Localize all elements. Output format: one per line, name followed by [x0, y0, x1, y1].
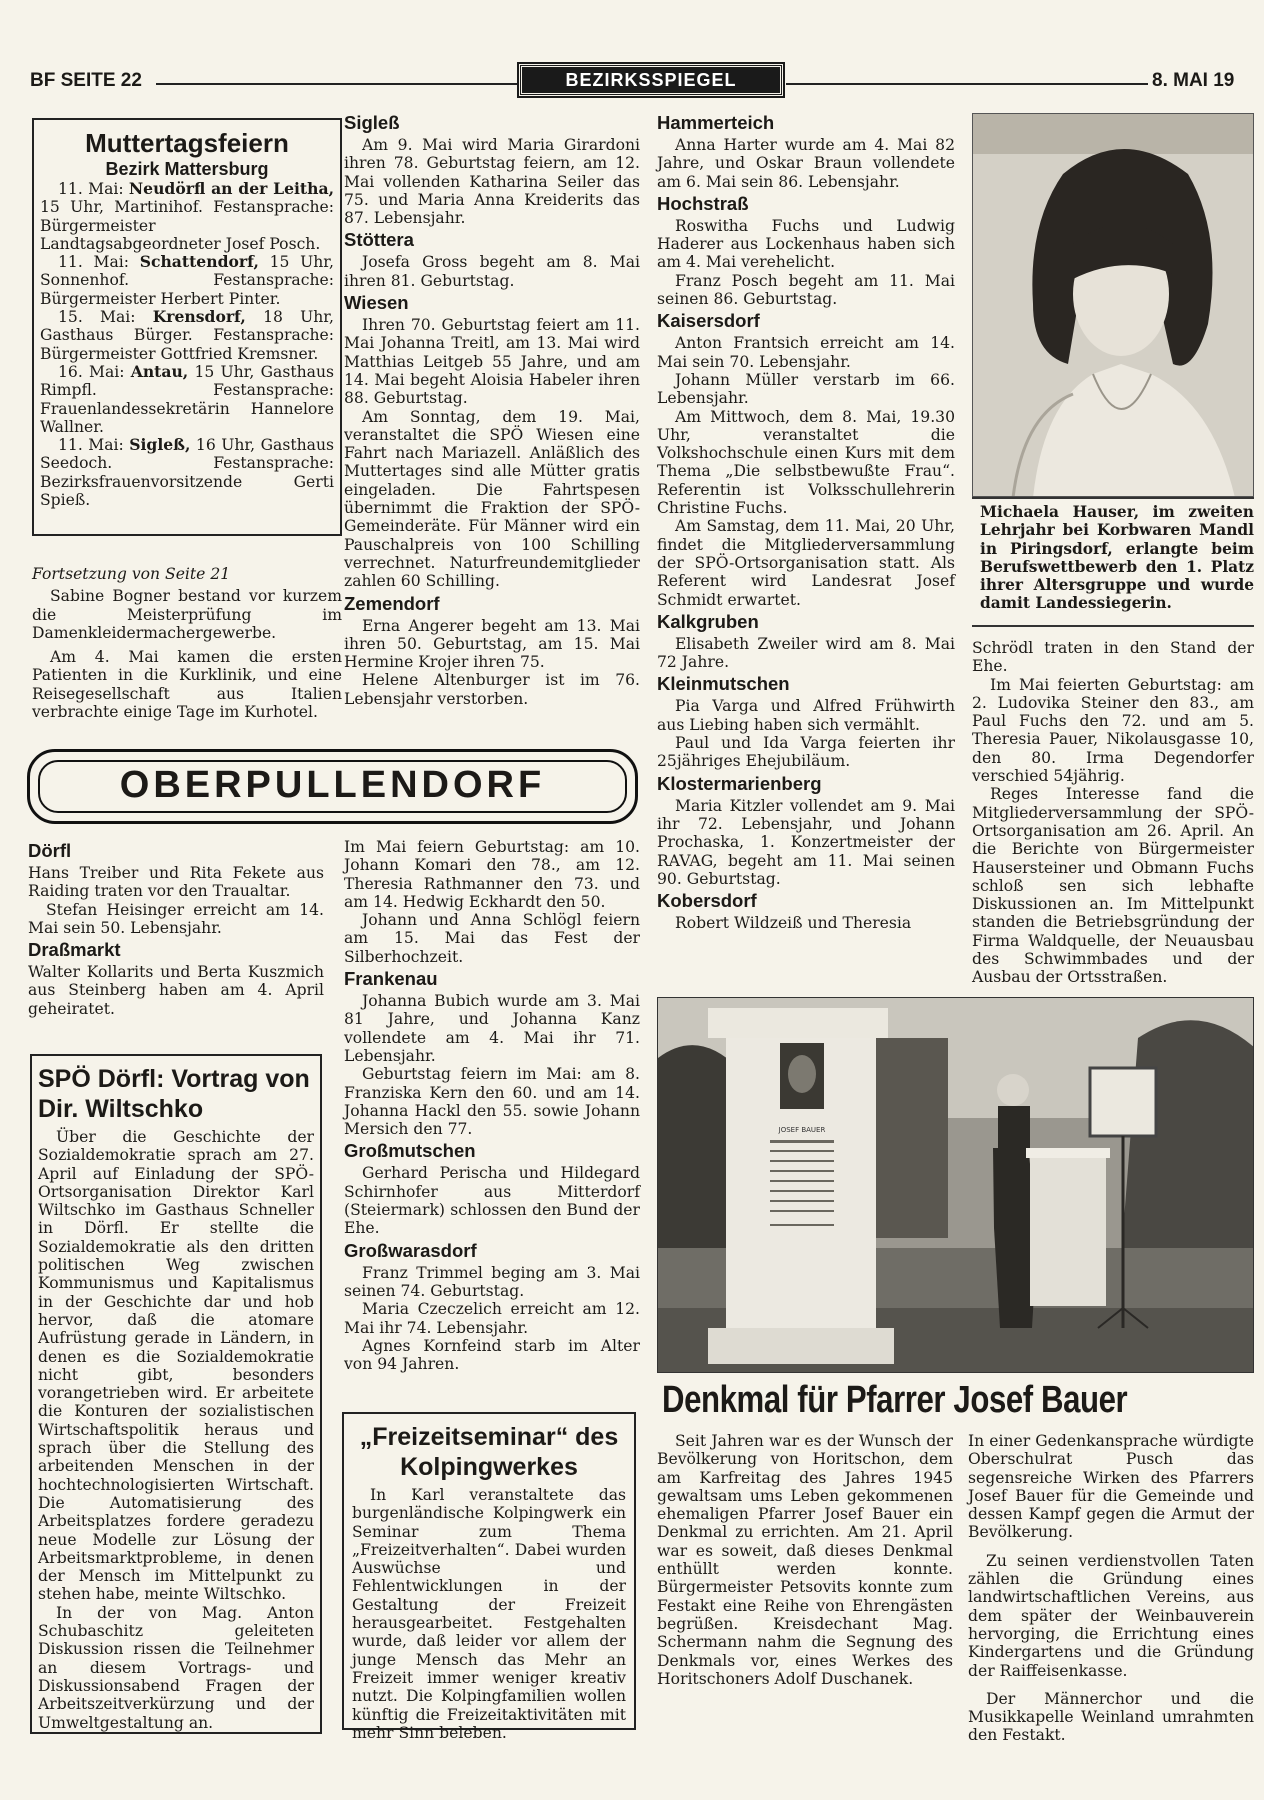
region-banner [27, 749, 638, 824]
subheading: Draßmarkt [28, 939, 121, 961]
muttertag-entry: 16. Mai: Antau, 15 Uhr, Gasthaus Rimpfl. Festansprache: Frauenlandessekretärin Hannelore Wallner. [40, 361, 334, 436]
vortrag-title: SPÖ Dörfl: Vortrag von Dir. Wiltschko [38, 1065, 310, 1123]
subheading: Sigleß [344, 112, 400, 133]
paragraph: Maria Kitzler vollendet am 9. Mai ihr 72. Lebensjahr, und Johann Prochaska, 1. Konzertmeister der RAVAG, begeht am 11. Mai seinen 90. Geburtstag. [657, 796, 955, 888]
paragraph: Im Mai feiern Geburtstag: am 10. Johann Komari den 78., am 12. Theresia Rathmanner den 73. und am 14. Hedwig Eckhardt den 50. [344, 838, 640, 911]
subheading: Kobersdorf [657, 890, 757, 912]
muttertag-article [40, 128, 334, 509]
paragraph: Im Mai feierten Geburtstag: am 2. Ludovika Steiner den 83., am Paul Fuchs den 72. und am 5. Theresia Pauer, Nikolausgasse 10, den 80. Irma Degendorfer verschied 54jährig. [972, 675, 1254, 786]
paragraph: Am 9. Mai wird Maria Girardoni ihren 78. Geburtstag feiern, am 12. Mai vollenden Katharina Seiler das 75. und Maria Anna Kreiderits das 87. Lebensjahr. [344, 136, 640, 228]
paragraph: Maria Czeczelich erreicht am 12. Mai ihr 74. Lebensjahr. [344, 1300, 640, 1337]
paragraph: Josefa Gross begeht am 8. Mai ihren 81. Geburtstag. [344, 253, 640, 290]
paragraph: Helene Altenburger ist im 76. Lebensjahr verstorben. [344, 671, 640, 708]
paragraph: Pia Varga und Alfred Frühwirth aus Liebing haben sich vermählt. [657, 697, 955, 734]
paragraph: In einer Gedenkansprache würdigte Oberschulrat Pusch das segensreiche Wirken des Pfarrers Josef Bauer für die Gemeinde und dessen Kampf gegen die Armut der Bevölkerung. [968, 1432, 1254, 1542]
subheading: Stöttera [344, 229, 414, 251]
subheading: Dörfl [28, 840, 72, 861]
page-header [0, 62, 1264, 102]
paragraph: Schrödl traten in den Stand der Ehe. [972, 639, 1254, 676]
paragraph: Seit Jahren war es der Wunsch der Bevölkerung von Horitschon, dem am Karfreitag des Jahres 1945 gewaltsam ums Leben gekommenen ehemaligen Pfarrer Josef Bauer ein Denkmal zu errichten. Am 21. April war es soweit, daß dieses Denkmal enthüllt werden konnte. Bürgermeister Petsovits konnte zum Festakt eine Reihe von Ehrengästen begrüßen. Kreisdechant Mag. Schermann nahm die Segnung des Denkmals vor, eines Werkes des Horitschoners Adolf Duschanek. [657, 1432, 953, 1688]
region-banner-title: OBERPULLENDORF [119, 764, 546, 806]
monument-illustration [658, 998, 1254, 1373]
subheading: Großmutschen [344, 1140, 476, 1162]
subheading: Klostermarienberg [657, 772, 822, 794]
paragraph: Sabine Bogner bestand vor kurzem die Meisterprüfung im Damenkleidermachergewerbe. [32, 587, 342, 642]
subheading: Hammerteich [657, 112, 775, 133]
paragraph: Anna Harter wurde am 4. Mai 82 Jahre, und Oskar Braun vollendete am 6. Mai sein 86. Lebensjahr. [657, 136, 955, 191]
portrait-illustration [973, 114, 1254, 497]
subheading: Kleinmutschen [657, 673, 790, 695]
muttertag-entry: 11. Mai: Schattendorf, 15 Uhr, Sonnenhof. Festansprache: Bürgermeister Herbert Pinter. [40, 252, 335, 308]
paragraph: Ihren 70. Geburtstag feiert am 11. Mai Johanna Treitl, am 13. Mai wird Matthias Leitgeb 55 Jahre, und am 14. Mai begeht Aloisia Habeler ihren 88. Geburtstag. [344, 316, 640, 408]
subheading: Frankenau [344, 968, 438, 990]
paragraph: Stefan Heisinger erreicht am 14. Mai sein 50. Lebensjahr. [28, 900, 324, 937]
paragraph: Reges Interesse fand die Mitgliederversammlung der SPÖ-Ortsorganisation am 26. April. An die Berichte von Bürgermeister Hausersteiner und Obmann Fuchs schloß sen sich lebhafte Diskussionen an. Im Mittelpunkt standen die Betriebsgründung der Firma Waldquelle, der Neuausbau des Schwimmbades und der Ausbau der Ortsstraßen. [972, 785, 1254, 987]
paragraph: Gerhard Perischa und Hildegard Schirnhofer aus Mitterdorf (Steiermark) schlossen den Bund der Ehe. [344, 1164, 640, 1238]
muttertag-entry: 11. Mai: Sigleß, 16 Uhr, Gasthaus Seedoch. Festansprache: Bezirksfrauenvorsitzende Gerti Spieß. [40, 435, 334, 510]
paragraph: Franz Trimmel beging am 3. Mai seinen 74. Geburtstag. [344, 1263, 640, 1300]
section-title: BEZIRKSSPIEGEL [519, 64, 783, 96]
muttertag-entry: 11. Mai: Neudörfl an der Leitha, 15 Uhr, Martinihof. Festansprache: Bürgermeister Landtagsabgeordneter Josef Posch. [40, 179, 334, 253]
issue-date: 8. MAI 19 [1152, 70, 1235, 91]
column-2 [344, 110, 640, 708]
subheading: Kaisersdorf [657, 310, 760, 332]
paragraph: Am Sonntag, dem 19. Mai, veranstaltet die SPÖ Wiesen eine Fahrt nach Mariazell. Anläßlich des Muttertages sind alle Mütter gratis eingeladen. Die Fahrtspesen übernimmt die Fraktion der SPÖ-Gemeinderäte. Für Männer wird ein Pauschalpreis von 100 Schilling verrechnet. Naturfreundemitglieder zahlen 60 Schilling. [344, 407, 640, 591]
vortrag-article [38, 1064, 314, 1732]
paragraph: Anton Frantsich erreicht am 14. Mai sein 70. Lebensjahr. [657, 334, 955, 371]
paragraph: Johann Müller verstarb im 66. Lebensjahr. [657, 370, 955, 408]
paragraph: Am Mittwoch, dem 8. Mai, 19.30 Uhr, veranstaltet die Volkshochschule einen Kurs mit dem Thema „Die selbstbewußte Frau“. Referentin ist Volksschullehrerin Christine Fuchs. [657, 407, 955, 518]
portrait-photo [972, 113, 1254, 497]
caption-rule [972, 625, 1254, 627]
paragraph: Agnes Kornfeind starb im Alter von 94 Jahren. [344, 1336, 640, 1374]
paragraph: Am 4. Mai kamen die ersten Patienten in die Kurklinik, und eine Reisegesellschaft aus Italien verbrachte einige Tage im Kurhotel. [32, 648, 342, 722]
paragraph: Roswitha Fuchs und Ludwig Haderer aus Lockenhaus haben sich am 4. Mai verehelicht. [657, 216, 955, 272]
kolping-title: „Freizeitseminar“ des Kolpingwerkes [359, 1423, 619, 1481]
header-rule-right [786, 83, 1148, 85]
fortsetzung-article [32, 565, 342, 721]
paragraph: Zu seinen verdienstvollen Taten zählen die Gründung eines landwirtschaftlichen Vereins, aus dem später der Weinbauverein hervorging, die Errichtung eines Kindergartens und die Gründung der Raiffeisenkasse. [968, 1551, 1254, 1680]
paragraph: In Karl veranstaltete das burgenländische Kolpingwerk ein Seminar zum Thema „Freizeitverhalten“. Dabei wurden Auswüchse und Fehlentwicklungen in der Gestaltung der Freizeit herausgearbeitet. Festgehalten wurde, daß leider vor allem der junge Mensch das Mehr an Freizeit immer weniger kreativ nutzt. Die Kolpingfamilien wollen künftig die Freizeitaktivitäten mit mehr Sinn beleben. [352, 1486, 626, 1742]
plaque-text: JOSEF BAUER [778, 1126, 826, 1134]
paragraph: Über die Geschichte der Sozialdemokratie sprach am 27. April auf Einladung der SPÖ-Ortsorganisation Direktor Karl Wiltschko im Gasthaus Schneller in Dörfl. Er stellte die Sozialdemokratie als den dritten politischen Weg zwischen Kommunismus und Kapitalismus in der Geschichte dar und hob hervor, daß die atomare Aufrüstung gerade in Ländern, in denen es die Sozialdemokratie nicht gibt, besonders vorangetrieben wird. Er arbeitete die Konturen der sozialistischen Wirtschaftspolitik heraus und sprach über die Stellung des arbeitenden Menschen in der hochtechnologisierten Wirtschaft. Die Automatisierung des Arbeitsplatzes fordere geradezu neue Modelle zur Lösung der Arbeitsmarktprobleme, in denen der Mensch im Mittelpunkt zu stehen habe, meinte Wiltschko. [38, 1128, 314, 1604]
muttertag-subtitle: Bezirk Mattersburg [105, 159, 269, 179]
paragraph: Robert Wildzeiß und Theresia [675, 914, 912, 933]
denkmal-title: Denkmal für Pfarrer Josef Bauer [662, 1379, 1128, 1421]
muttertag-title: Muttertagsfeiern [85, 128, 289, 158]
denkmal-column-1 [657, 1432, 953, 1688]
paragraph: Geburtstag feiern im Mai: am 8. Franziska Kern den 60. und am 14. Johanna Hackl den 55. sowie Johann Mersich den 77. [344, 1065, 640, 1139]
paragraph: Paul und Ida Varga feierten ihr 25jähriges Ehejubiläum. [657, 734, 955, 771]
caption-rule [972, 497, 1254, 499]
paragraph: Der Männerchor und die Musikkapelle Weinland umrahmten den Festakt. [968, 1689, 1254, 1745]
oberpullendorf-column-2 [344, 838, 640, 1373]
header-rule-left [156, 83, 517, 85]
column-4 [972, 639, 1254, 987]
paragraph: Erna Angerer begeht am 13. Mai ihren 50. Geburtstag, am 15. Mai Hermine Krojer ihren 75. [344, 616, 640, 672]
page-number: BF SEITE 22 [30, 70, 142, 91]
paragraph: Franz Posch begeht am 11. Mai seinen 86. Geburtstag. [657, 271, 955, 309]
oberpullendorf-column-1 [28, 838, 324, 1018]
subheading: Großwarasdorf [344, 1239, 477, 1261]
kolping-article [352, 1422, 626, 1742]
paragraph: Johanna Bubich wurde am 3. Mai 81 Jahre, und Johanna Kanz vollendete am 4. Mai ihr 71. Lebensjahr. [344, 992, 640, 1065]
paragraph: In der von Mag. Anton Schubaschitz geleiteten Diskussion rissen die Teilnehmer an diesem Vortrags- und Diskussionsabend Fragen der Arbeitszeitverkürzung und der Umweltgestaltung an. [38, 1603, 314, 1732]
paragraph: Walter Kollarits und Berta Kuszmich aus Steinberg haben am 4. April geheiratet. [28, 963, 324, 1018]
paragraph: Hans Treiber und Rita Fekete aus Raiding traten vor den Traualtar. [28, 864, 324, 901]
subheading: Wiesen [344, 292, 409, 314]
fortsetzung-label: Fortsetzung von Seite 21 [32, 565, 231, 583]
column-3 [657, 110, 955, 932]
subheading: Kalkgruben [657, 610, 759, 632]
monument-photo [657, 997, 1254, 1373]
paragraph: Elisabeth Zweiler wird am 8. Mai 72 Jahre. [657, 634, 955, 672]
paragraph: Johann und Anna Schlögl feiern am 15. Mai das Fest der Silberhochzeit. [344, 911, 640, 966]
denkmal-column-2 [968, 1432, 1254, 1745]
muttertag-entry: 15. Mai: Krensdorf, 18 Uhr, Gasthaus Bürger. Festansprache: Bürgermeister Gottfried Kremsner. [40, 307, 335, 363]
paragraph: Am Samstag, dem 11. Mai, 20 Uhr, findet die Mitgliederversammlung der SPÖ-Ortsorganisation statt. Als Referent wird Landesrat Josef Schmidt erwartet. [657, 517, 955, 609]
portrait-caption: Michaela Hauser, im zweiten Lehrjahr bei Korbwaren Mandl in Piringsdorf, erlangte beim Berufswettbewerb den 1. Platz ihrer Altersgruppe und wurde damit Landessiegerin. [980, 503, 1254, 613]
subheading: Zemendorf [344, 592, 440, 614]
subheading: Hochstraß [657, 192, 749, 214]
